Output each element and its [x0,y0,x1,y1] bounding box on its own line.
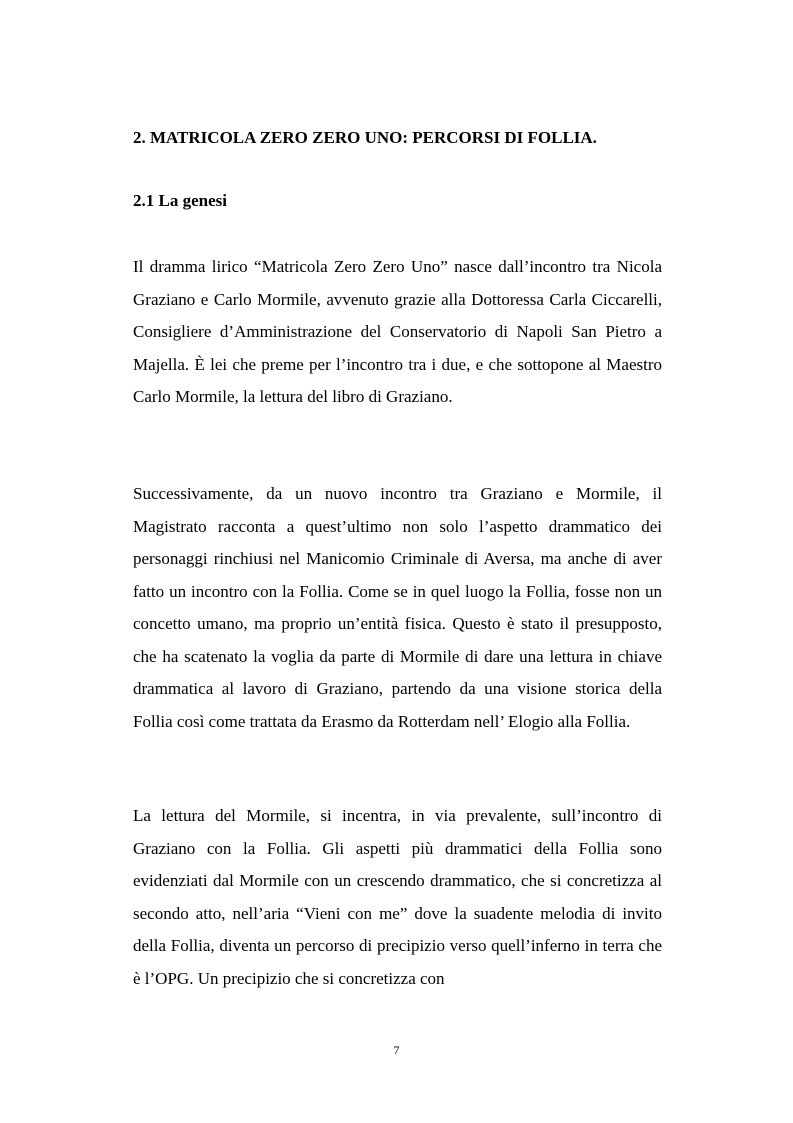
chapter-title: 2. MATRICOLA ZERO ZERO UNO: PERCORSI DI FOLLIA. [133,128,597,147]
paragraph: Il dramma lirico “Matricola Zero Zero Uno” nasce dall’incontro tra Nicola Graziano e Carlo Mormile, avvenuto grazie alla Dottoressa Carla Ciccarelli, Consigliere d’Amministrazione del Conservatorio di Napoli San Pietro a Majella. È lei che preme per l’incontro tra i due, e che sottopone al Maestro Carlo Mormile, la lettura del libro di Graziano. [133,257,662,406]
paragraph: Successivamente, da un nuovo incontro tra Graziano e Mormile, il Magistrato racconta a quest’ultimo non solo l’aspetto drammatico dei personaggi rinchiusi nel Manicomio Criminale di Aversa, ma anche di aver fatto un incontro con la Follia. Come se in quel luogo la Follia, fosse non un concetto umano, ma proprio un’entità fisica. Questo è stato il presupposto, che ha scatenato la voglia da parte di Mormile di dare una lettura in chiave drammatica al lavoro di Graziano, partendo da una visione storica della Follia così come trattata da Erasmo da Rotterdam nell’ Elogio alla Follia. [133,484,662,731]
page-number: 7 [393,1043,400,1057]
section-title: 2.1 La genesi [133,191,227,210]
paragraph: La lettura del Mormile, si incentra, in via prevalente, sull’incontro di Graziano con la Follia. Gli aspetti più drammatici della Follia sono evidenziati dal Mormile con un crescendo drammatico, che si concretizza al secondo atto, nell’aria “Vieni con me” dove la suadente melodia di invito della Follia, diventa un percorso di precipizio verso quell’inferno in terra che è l’OPG. Un precipizio che si concretizza con [133,806,662,988]
